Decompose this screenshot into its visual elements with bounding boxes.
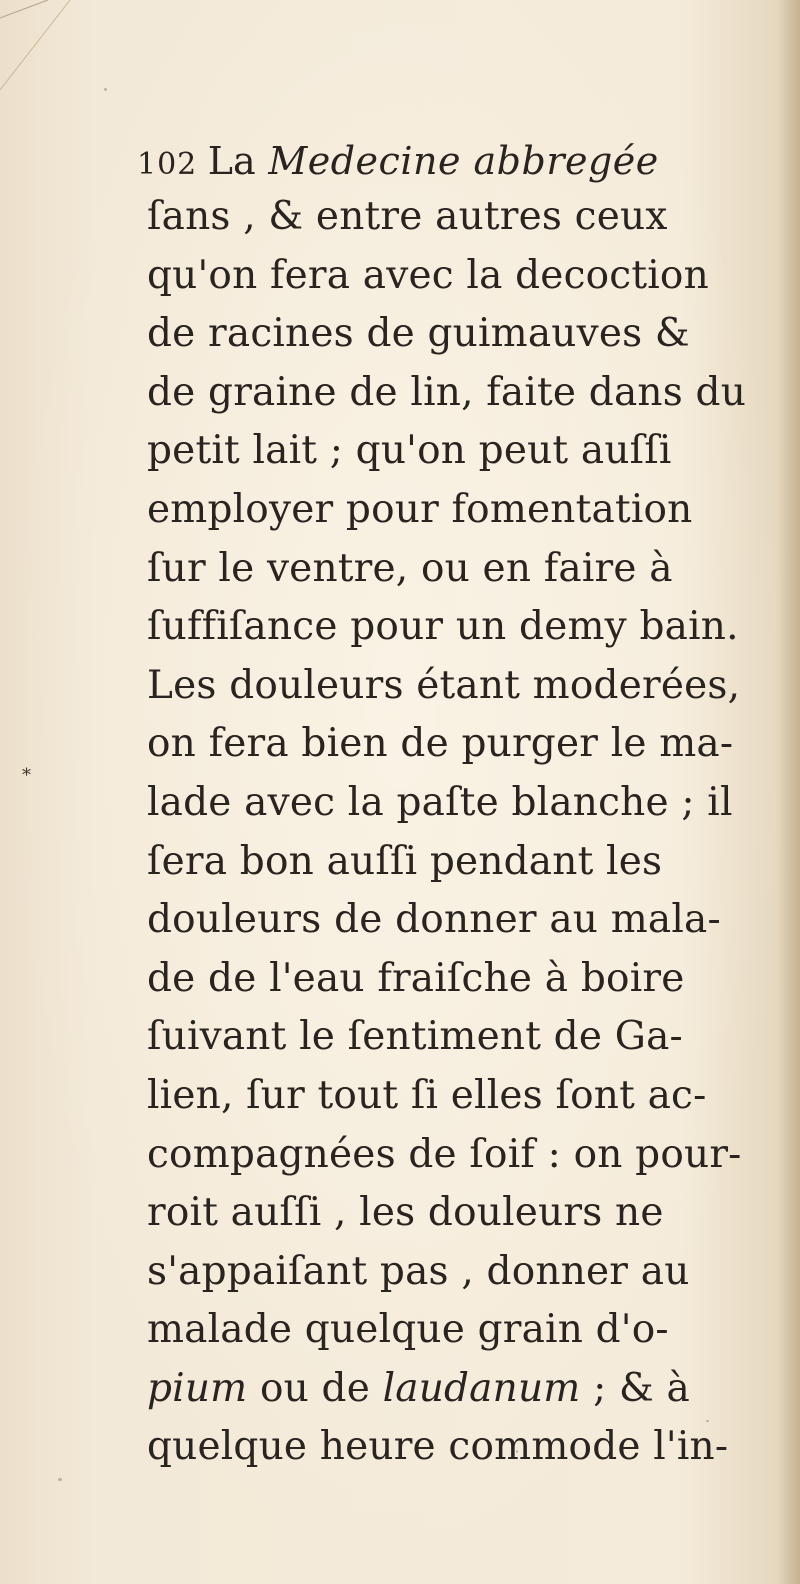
text-line: malade quelque grain d'o- (147, 1307, 669, 1353)
text-line: on fera bien de purger le ma- (147, 721, 734, 767)
text-line: de de l'eau fraiſche à boire (147, 955, 685, 1001)
text-line: ſans , & entre autres ceux (147, 194, 668, 239)
paper-speck (706, 1420, 709, 1422)
text-line: lien, ſur tout ſi elles ſont ac- (147, 1072, 707, 1118)
text-line: douleurs de donner au mala- (147, 897, 721, 943)
text-line-mixed (147, 1360, 767, 1419)
paper-speck (58, 1478, 62, 1481)
text-fragment: ou de (247, 1365, 383, 1411)
text-line: de racines de guimauves & (147, 311, 690, 357)
paper-speck (104, 88, 107, 91)
running-head (137, 133, 737, 189)
running-head-title: Medecine abbregée (268, 139, 659, 183)
page-edge-shadow (778, 0, 800, 1584)
italic-term-opium: pium (147, 1365, 248, 1411)
text-line: qu'on fera avec la decoction (147, 252, 709, 298)
text-line: Les douleurs étant moderées, (147, 662, 741, 708)
text-fragment: ; & à (580, 1365, 690, 1411)
paper-speck (516, 1450, 518, 1453)
text-line: s'appaiſant pas , donner au (147, 1248, 690, 1294)
body-text (147, 188, 767, 1477)
text-line: quelque heure commode l'in- (147, 1424, 729, 1470)
italic-term-laudanum: laudanum (382, 1365, 581, 1411)
page-fold-line (0, 0, 80, 90)
running-head-prefix: La (207, 139, 256, 183)
text-line: petit lait ; qu'on peut auſſi (147, 428, 672, 474)
margin-mark: * (22, 765, 31, 786)
text-line: lade avec la paſte blanche ; il (147, 779, 733, 825)
page-number: 102 (137, 147, 198, 182)
text-line: roit auſſi , les douleurs ne (147, 1190, 664, 1236)
text-line: ſuivant le ſentiment de Ga- (147, 1014, 683, 1060)
text-line: ſuffiſance pour un demy bain. (147, 604, 739, 650)
text-line: ſera bon auſſi pendant les (147, 838, 663, 884)
text-line: compagnées de ſoif : on pour- (147, 1131, 742, 1177)
text-line: de graine de lin, faite dans du (147, 369, 747, 415)
text-line: ſur le ventre, ou en faire à (147, 545, 673, 591)
text-line: employer pour fomentation (147, 486, 693, 532)
